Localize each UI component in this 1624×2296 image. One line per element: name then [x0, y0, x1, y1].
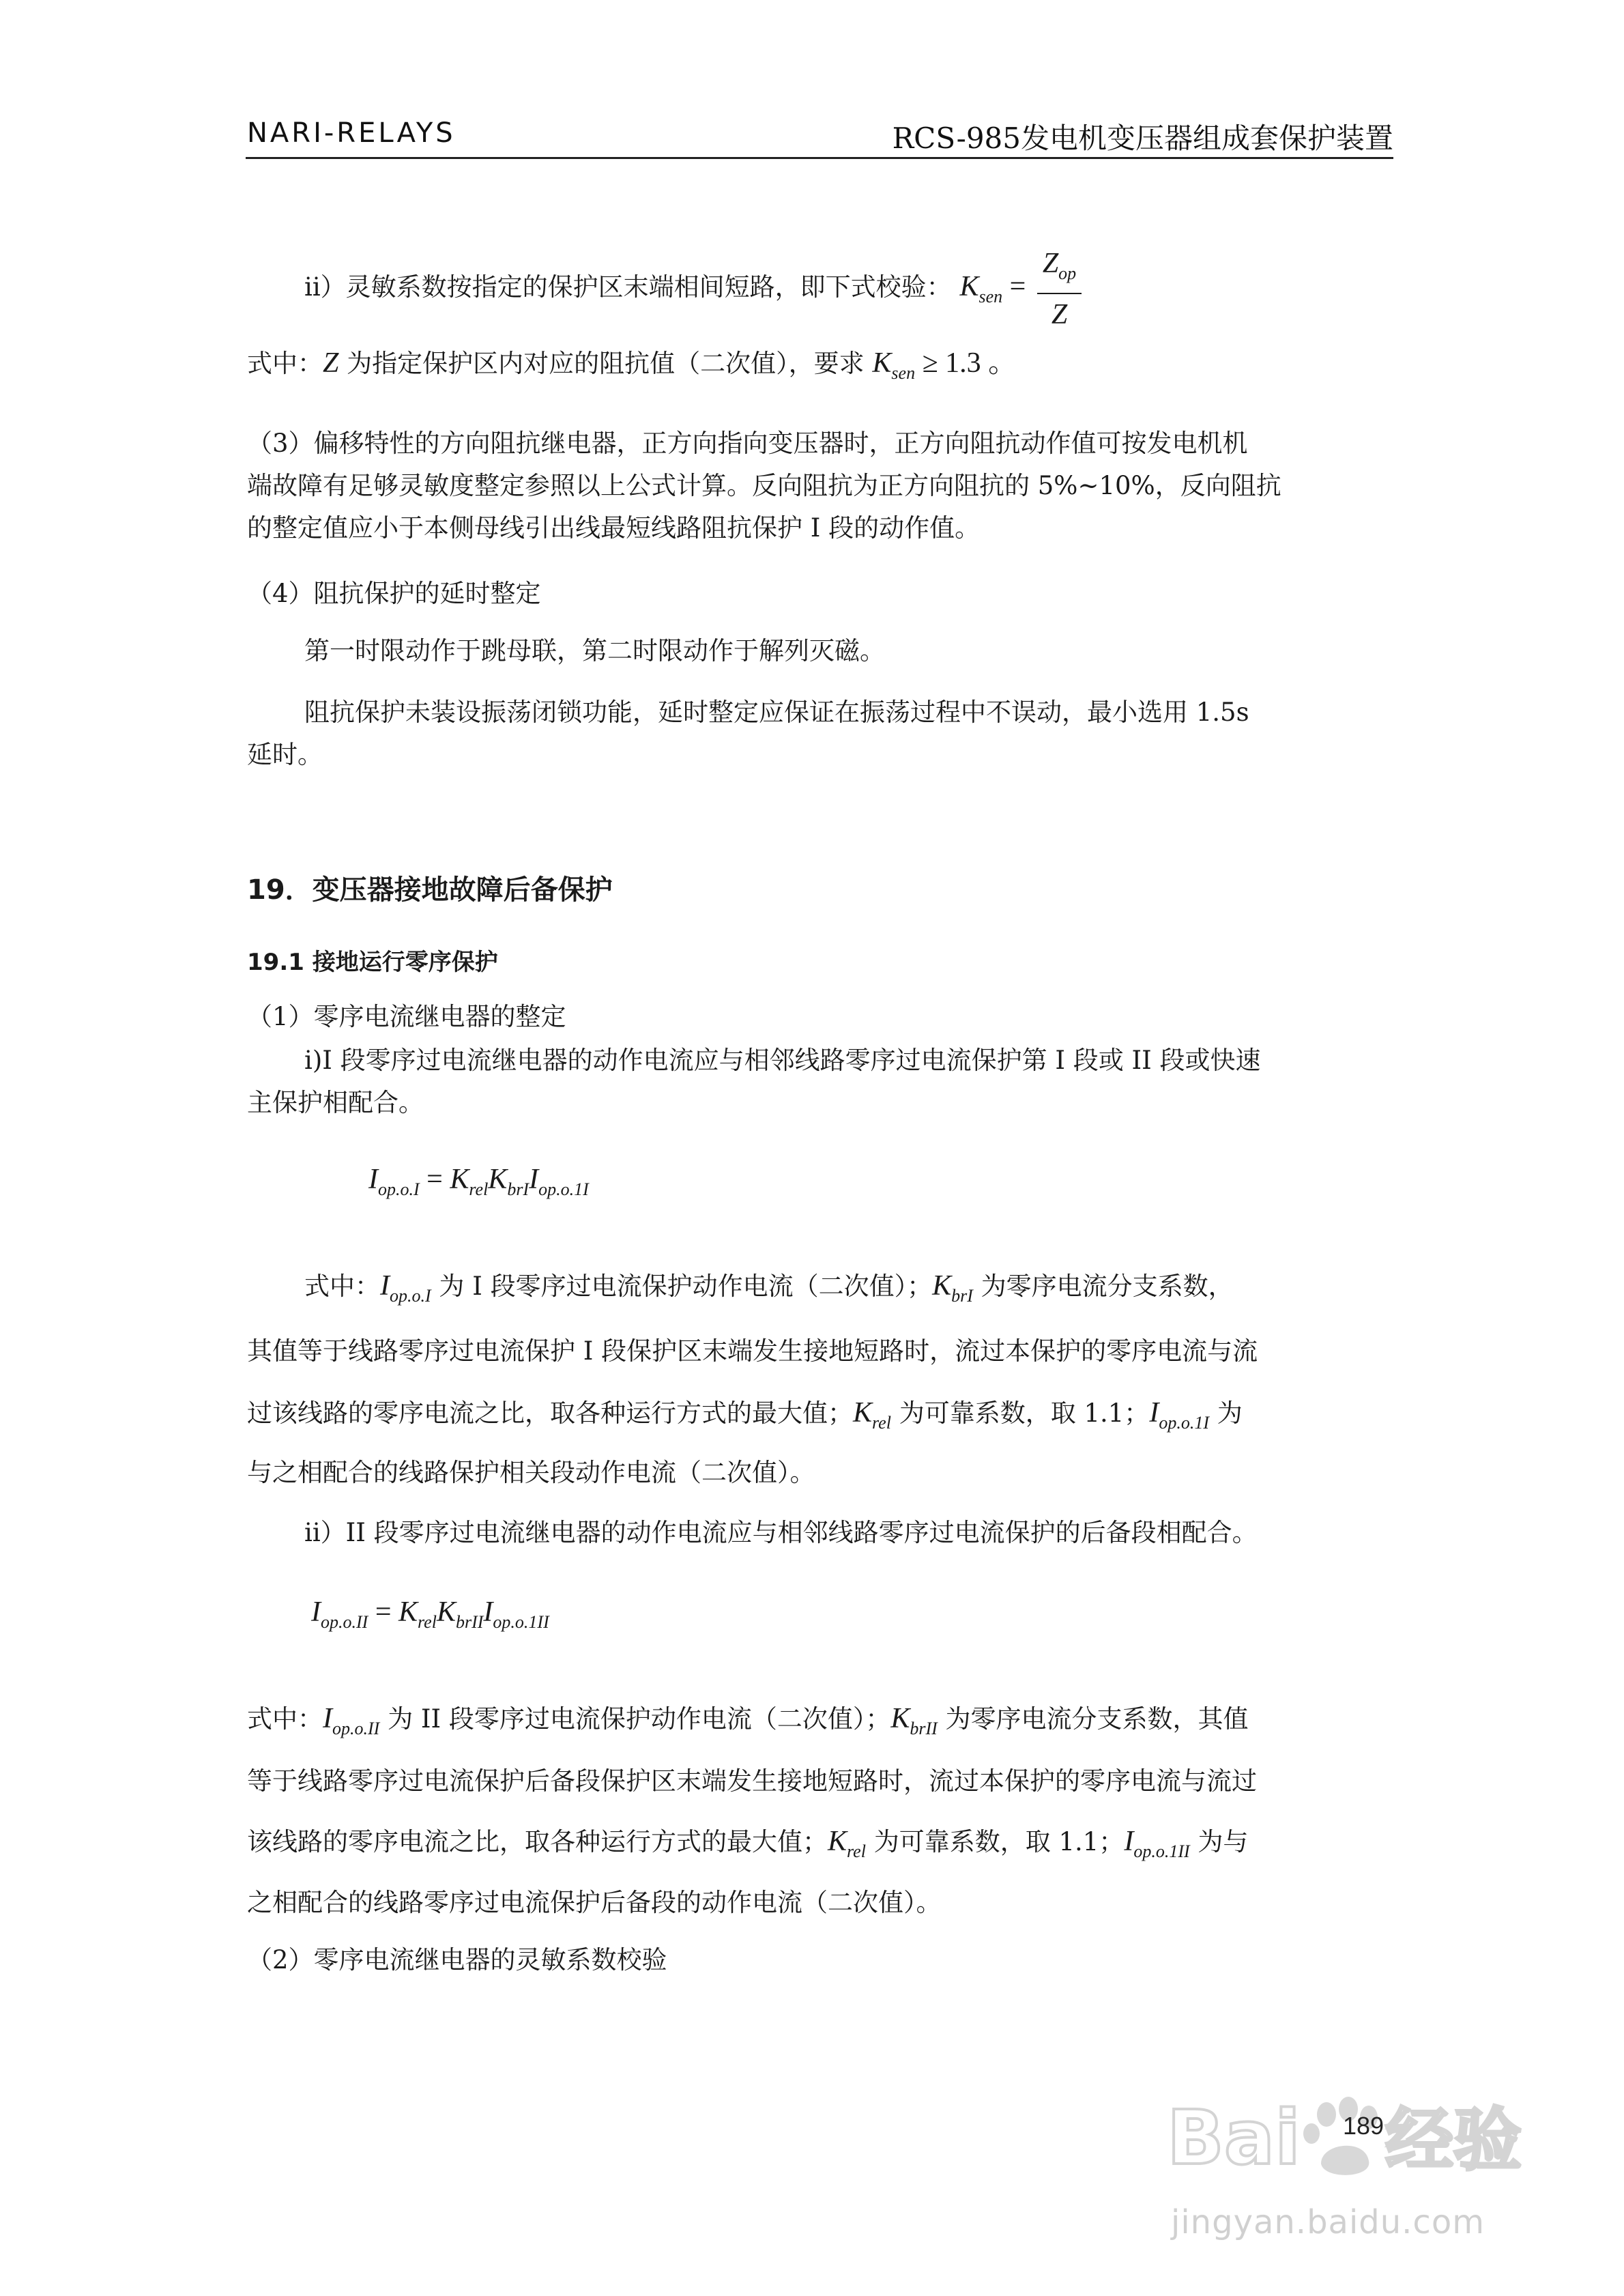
formula-subscript: rel [469, 1179, 489, 1199]
formula-symbol: I [380, 1270, 390, 1302]
fraction-denominator: Z [1051, 299, 1068, 330]
p2-title: （2）零序电流继电器的灵敏系数校验 [247, 1945, 667, 1975]
para3-line-1: （3）偏移特性的方向阻抗继电器，正方向指向变压器时，正方向阻抗动作值可按发电机机 [247, 429, 1248, 458]
formula-subscript: op.o.I [390, 1286, 431, 1306]
formula-subscript: sen [891, 363, 916, 383]
formula-symbol: K [436, 1596, 456, 1628]
formula-subscript: sen [978, 287, 1003, 307]
f1-desc-line-1 [304, 1269, 1393, 1312]
formula-subscript: op [1058, 263, 1077, 283]
para3-line-3: 的整定值应小于本侧母线引出线最短线路阻抗保护 I 段的动作值。 [247, 513, 981, 543]
formula-symbol: K [959, 271, 979, 303]
p1-ii-line: ii）II 段零序过电流继电器的动作电流应与相邻线路零序过电流保护的后备段相配合。 [304, 1518, 1258, 1547]
formula-subscript: brI [507, 1179, 530, 1199]
where-text: 为零序电流分支系数， [972, 1272, 1234, 1301]
para4-line-2: 阻抗保护未装设振荡闭锁功能，延时整定应保证在振荡过程中不误动，最小选用 1.5s [304, 698, 1249, 727]
formula-subscript: op.o.1I [1159, 1413, 1209, 1433]
fraction-numerator [1037, 247, 1082, 294]
formula-symbol: I [529, 1164, 539, 1195]
p1-i-line-2: 主保护相配合。 [247, 1088, 424, 1117]
formula-subscript: brII [455, 1612, 484, 1632]
formula-condition: ≥ 1.3 。 [915, 347, 1017, 379]
ksen-formula [959, 248, 1086, 330]
formula-fraction [1037, 247, 1082, 331]
watermark-url: jingyan.baidu.com [1171, 2203, 1485, 2241]
formula-subscript: op.o.1II [493, 1612, 549, 1632]
where-text: 为零序电流分支系数，其值 [937, 1704, 1249, 1734]
formula-symbol: I [323, 1703, 332, 1734]
f2-desc-line-3 [247, 1825, 1393, 1868]
f2-desc-line-4: 之相配合的线路零序过电流保护后备段的动作电流（二次值）。 [247, 1888, 942, 1917]
formula-subscript: op.o.I [378, 1179, 420, 1199]
f2-desc-line-2: 等于线路零序过电流保护后备段保护区末端发生接地短路时，流过本保护的零序电流与流过 [247, 1766, 1257, 1796]
formula-symbol: Z [1042, 248, 1059, 279]
formula-subscript: op.o.1I [538, 1179, 589, 1199]
where-z-line [247, 347, 1393, 390]
where-prefix: 式中： [247, 1704, 323, 1734]
formula-symbol: K [450, 1164, 469, 1195]
f1-desc-line-4: 与之相配合的线路保护相关段动作电流（二次值）。 [247, 1458, 815, 1487]
formula-symbol: I [483, 1596, 493, 1628]
formula-subscript: rel [418, 1612, 437, 1632]
formula-operator: = [1009, 271, 1026, 303]
where-text: 该线路的零序电流之比，取各种运行方式的最大值； [247, 1827, 828, 1856]
formula-1 [368, 1163, 589, 1200]
formula-subscript: brII [910, 1719, 938, 1738]
formula-symbol: I [1149, 1397, 1159, 1429]
where-text: 为 I 段零序过电流保护动作电流（二次值）； [431, 1272, 933, 1301]
formula-symbol: Z [323, 347, 339, 379]
formula-symbol: I [368, 1164, 378, 1195]
formula-symbol: K [932, 1270, 952, 1302]
formula-symbol: I [311, 1596, 321, 1628]
where-prefix: 式中： [247, 349, 323, 378]
section-heading-19: 19．变压器接地故障后备保护 [247, 874, 613, 906]
formula-operator: = [426, 1164, 443, 1195]
where-text: 为 [1208, 1398, 1243, 1428]
section-heading-19-1: 19.1 接地运行零序保护 [247, 949, 498, 976]
formula-2 [311, 1596, 549, 1633]
formula-symbol: K [398, 1596, 418, 1628]
header-right: RCS-985发电机变压器组成套保护装置 [892, 121, 1393, 155]
ksen-check-text: ii）灵敏系数按指定的保护区末端相间短路，即下式校验： [304, 272, 952, 302]
p1-title: （1）零序电流继电器的整定 [247, 1002, 566, 1031]
ksen-check-line [304, 247, 1393, 331]
f1-desc-line-2: 其值等于线路零序过电流保护 I 段保护区末端发生接地短路时，流过本保护的零序电流与流 [247, 1336, 1258, 1366]
formula-symbol: K [853, 1397, 873, 1429]
where-text: 为可靠系数，取 1.1； [865, 1827, 1125, 1856]
where-text: 为指定保护区内对应的阻抗值（二次值），要求 [338, 349, 873, 378]
baidu-jingyan-logo [1160, 2089, 1542, 2198]
formula-symbol: K [872, 347, 892, 379]
p1-i-line-1: i)I 段零序过电流继电器的动作电流应与相邻线路零序过电流保护第 I 段或 II 段或快速 [304, 1046, 1261, 1075]
where-prefix: 式中： [304, 1272, 380, 1301]
formula-symbol: I [1124, 1826, 1134, 1857]
where-text: 为可靠系数，取 1.1； [890, 1398, 1150, 1428]
para4-title: （4）阻抗保护的延时整定 [247, 579, 541, 608]
formula-subscript: brI [951, 1286, 973, 1306]
formula-subscript: op.o.1II [1133, 1841, 1190, 1861]
formula-symbol: K [488, 1164, 508, 1195]
where-text: 为 II 段零序过电流保护动作电流（二次值）； [379, 1704, 891, 1734]
header-left: NARI-RELAYS [247, 117, 456, 149]
f1-desc-line-3 [247, 1396, 1393, 1439]
formula-symbol: K [890, 1703, 910, 1734]
page-number: 189 [1343, 2112, 1384, 2140]
para4-line-3: 延时。 [247, 740, 323, 769]
formula-subscript: op.o.II [321, 1612, 368, 1632]
formula-subscript: op.o.II [332, 1719, 380, 1738]
where-text: 过该线路的零序电流之比，取各种运行方式的最大值； [247, 1398, 853, 1428]
f2-desc-line-1 [247, 1702, 1393, 1745]
watermark-logo-right: 经验 [1385, 2100, 1522, 2180]
watermark-logo-left: Bai [1167, 2094, 1301, 2181]
formula-subscript: rel [847, 1841, 866, 1861]
formula-subscript: rel [872, 1413, 891, 1433]
header-rule [246, 157, 1393, 159]
where-text: 为与 [1189, 1827, 1249, 1856]
para3-line-2: 端故障有足够灵敏度整定参照以上公式计算。反向阻抗为正方向阻抗的 5%~10%，反向阻抗 [247, 471, 1281, 500]
para4-line-1: 第一时限动作于跳母联，第二时限动作于解列灭磁。 [304, 636, 885, 665]
formula-symbol: K [828, 1826, 847, 1857]
formula-operator: = [375, 1596, 392, 1628]
